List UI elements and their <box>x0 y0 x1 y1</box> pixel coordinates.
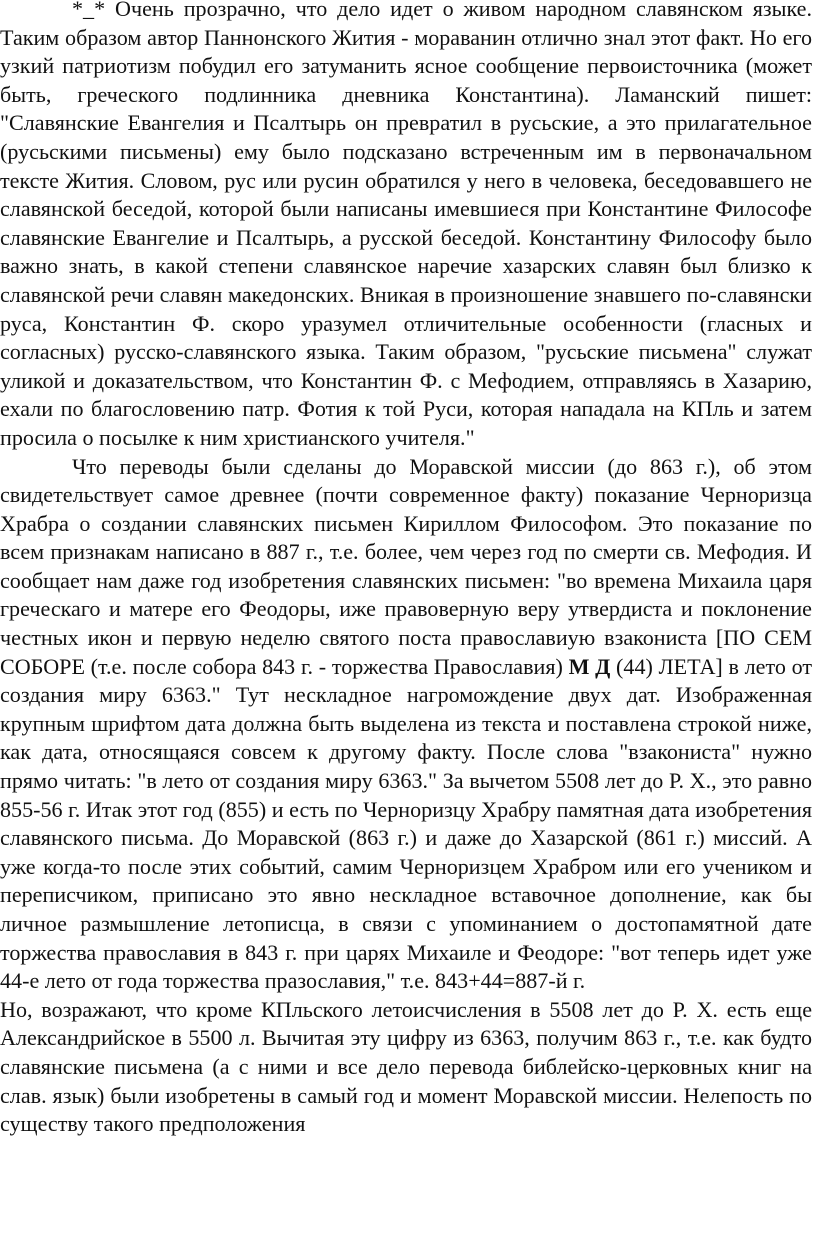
paragraph-3: Но, возражают, что кроме КПльского летоисчисления в 5508 лет до Р. Х. есть еще Александрийское в 5500 л. Вычитая эту цифру из 6363, получим 863 г., т.е. как будто славянские письмена (а с ними и все дело перевода библейско-церковных книг на слав. язык) были изобретены в самый год и момент Моравской миссии. Нелепость по существу такого предположения <box>0 996 812 1137</box>
paragraph-2-text-after: (44) ЛЕТА] в лето от создания миру 6363." Тут нескладное нагромождение двух дат. Изображенная крупным шрифтом дата должна быть выделена из текста и поставлена строкой ниже, как дата, относящаяся совсем к другому факту. После слова "взакониста" нужно прямо читать: "в лето от создания миру 6363." За вычетом 5508 лет до Р. Х., это равно 855-56 г. Итак этот год (855) и есть по Черноризцу Храбру памятная дата изобретения славянского письма. До Моравской (863 г.) и даже до Хазарской (861 г.) миссий. А уже когда-то после этих событий, самим Черноризцем Храбром или его учеником и переписчиком, приписано это явно нескладное вставочное дополнение, как бы личное размышление летописца, в связи с упоминанием о достопамятной дате торжества православия в 843 г. при царях Михаиле и Феодоре: "вот теперь идет уже 44-е лето от года торжества празославия," т.е. 843+44=887-й г. <box>0 653 813 994</box>
bold-date-letters: М Д <box>568 653 611 679</box>
paragraph-1: *_* Очень прозрачно, что дело идет о живом народном славянском языке. Таким образом автор Паннонского Жития - мораванин отлично знал этот факт. Но его узкий патриотизм побудил его затуманить ясное сообщение первоисточника (может быть, греческого подлинника дневника Константина). Ламанский пишет: "Славянские Евангелия и Псалтырь он превратил в русьские, а это прилагательное (русьскими письмены) ему было подсказано встреченным им в первоначальном тексте Жития. Словом, рус или русин обратился у него в человека, беседовавшего не славянской беседой, которой были написаны имевшиеся при Константине Философе славянские Евангелие и Псалтырь, а русской беседой. Константину Философу было важно знать, в какой степени славянское наречие хазарских славян был близко к славянской речи славян македонских. Вникая в произношение знавшего по-славянски руса, Константин Ф. скоро уразумел отличительные особенности (гласных и согласных) русско-славянского языка. Таким образом, "русьские письмена" служат уликой и доказательством, что Константин Ф. с Мефодием, отправляясь в Хазарию, ехали по благословению патр. Фотия к той Руси, которая нападала на КПль и затем просила о посылке к ним христианского учителя." <box>0 0 812 450</box>
paragraph-2 <box>0 453 812 996</box>
paragraph-2-text-before: Что переводы были сделаны до Моравской миссии (до 863 г.), об этом свидетельствует самое древнее (почти современное факту) показание Черноризца Храбра о создании славянских письмен Кириллом Философом. Это показание по всем признакам написано в 887 г., т.е. более, чем через год по смерти св. Мефодия. И сообщает нам даже год изобретения славянских письмен: "во времена Михаила царя греческаго и матере его Феодоры, иже правоверную веру утвердиста и поклонение честных икон и первую неделю святого поста православиую взакониста [ПО СЕМ СОБОРЕ (т.е. после собора 843 г. - торжества Православия) <box>0 453 812 679</box>
